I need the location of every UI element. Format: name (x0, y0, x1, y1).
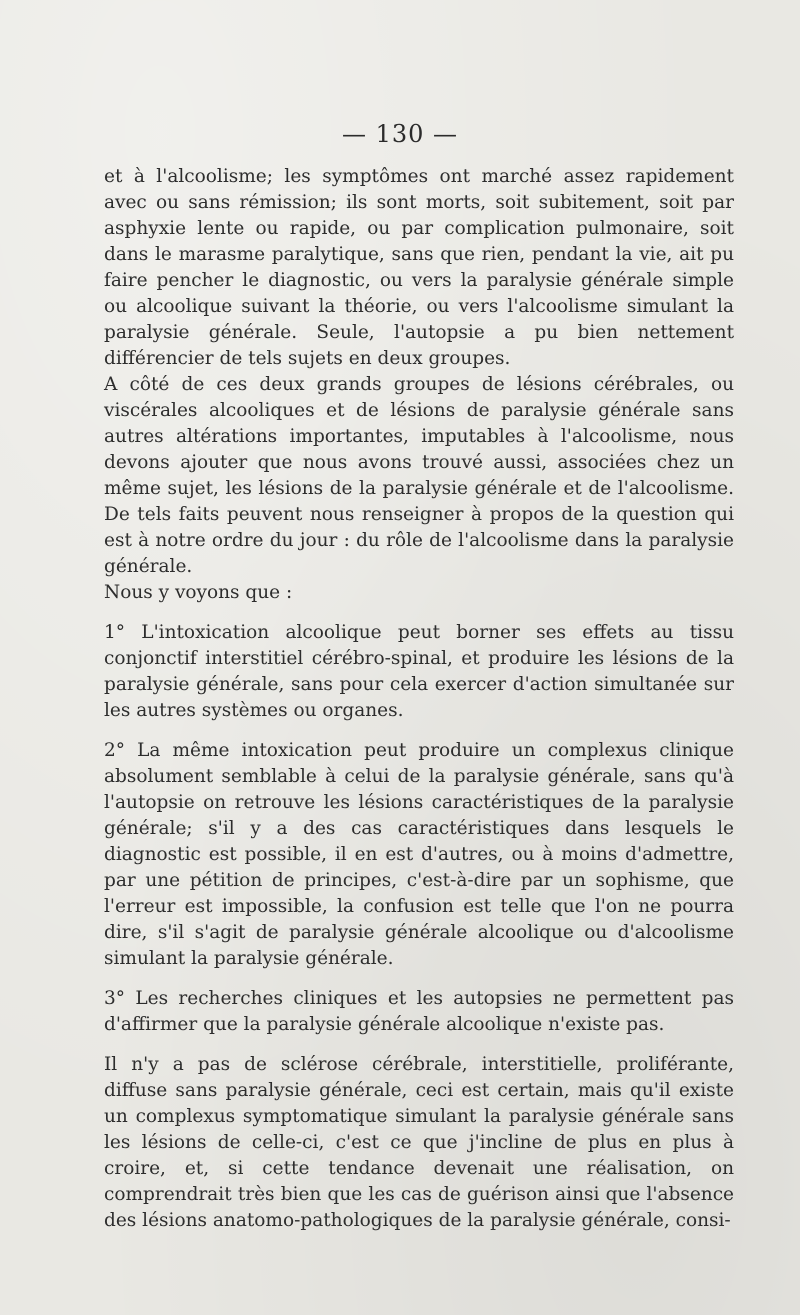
paragraph-3: Nous y voyons que : (104, 582, 293, 603)
paragraph-2: A côté de ces deux grands groupes de lésions cérébrales, ou viscérales alcooliques et de lésions de paralysie générale sans autres altérations importantes, imputables à l'alcoolisme, nous devons ajouter que nous avons trouvé aussi, associées chez un même sujet, les lésions de la paralysie générale et de l'alcoolisme. De tels faits peuvent nous renseigner à propos de la question qui est à notre ordre du jour : du rôle de l'alcoolisme dans la paralysie générale. (104, 374, 734, 577)
paragraph-6: 3° Les recherches cliniques et les autopsies ne permettent pas d'affirmer que la paralysie générale alcoolique n'existe pas. (104, 988, 734, 1035)
paragraph-7: Il n'y a pas de sclérose cérébrale, interstitielle, proliférante, diffuse sans paralysie générale, ceci est certain, mais qu'il existe un complexus symptomatique simulant la paralysie générale sans les lésions de celle-ci, c'est ce que j'incline de plus en plus à croire, et, si cette tendance devenait une réalisation, on comprendrait très bien que les cas de guérison ainsi que l'absence des lésions anatomo-pathologiques de la paralysie générale, consi- (104, 1054, 734, 1231)
paragraph-4: 1° L'intoxication alcoolique peut borner ses effets au tissu conjonctif interstitiel cérébro-spinal, et produire les lésions de la paralysie générale, sans pour cela exercer d'action simultanée sur les autres systèmes ou organes. (104, 622, 734, 721)
paragraph-1: et à l'alcoolisme; les symptômes ont marché assez rapidement avec ou sans rémission; ils sont morts, soit subitement, soit par asphyxie lente ou rapide, ou par complication pulmonaire, soit dans le marasme paralytique, sans que rien, pendant la vie, ait pu faire pencher le diagnostic, ou vers la paralysie générale simple ou alcoolique suivant la théorie, ou vers l'alcoolisme simulant la paralysie générale. Seule, l'autopsie a pu bien nettement différencier de tels sujets en deux groupes. (104, 166, 734, 369)
paragraph-5: 2° La même intoxication peut produire un complexus clinique absolument semblable à celui de la paralysie générale, sans qu'à l'autopsie on retrouve les lésions caractéristiques de la paralysie générale; s'il y a des cas caractéristiques dans lesquels le diagnostic est possible, il en est d'autres, ou à moins d'admettre, par une pétition de principes, c'est-à-dire par un sophisme, que l'erreur est impossible, la confusion est telle que l'on ne pourra dire, s'il s'agit de paralysie générale alcoolique ou d'alcoolisme simulant la paralysie générale. (104, 740, 734, 969)
body-text (104, 164, 734, 1234)
page-number: — 130 — (341, 120, 459, 148)
